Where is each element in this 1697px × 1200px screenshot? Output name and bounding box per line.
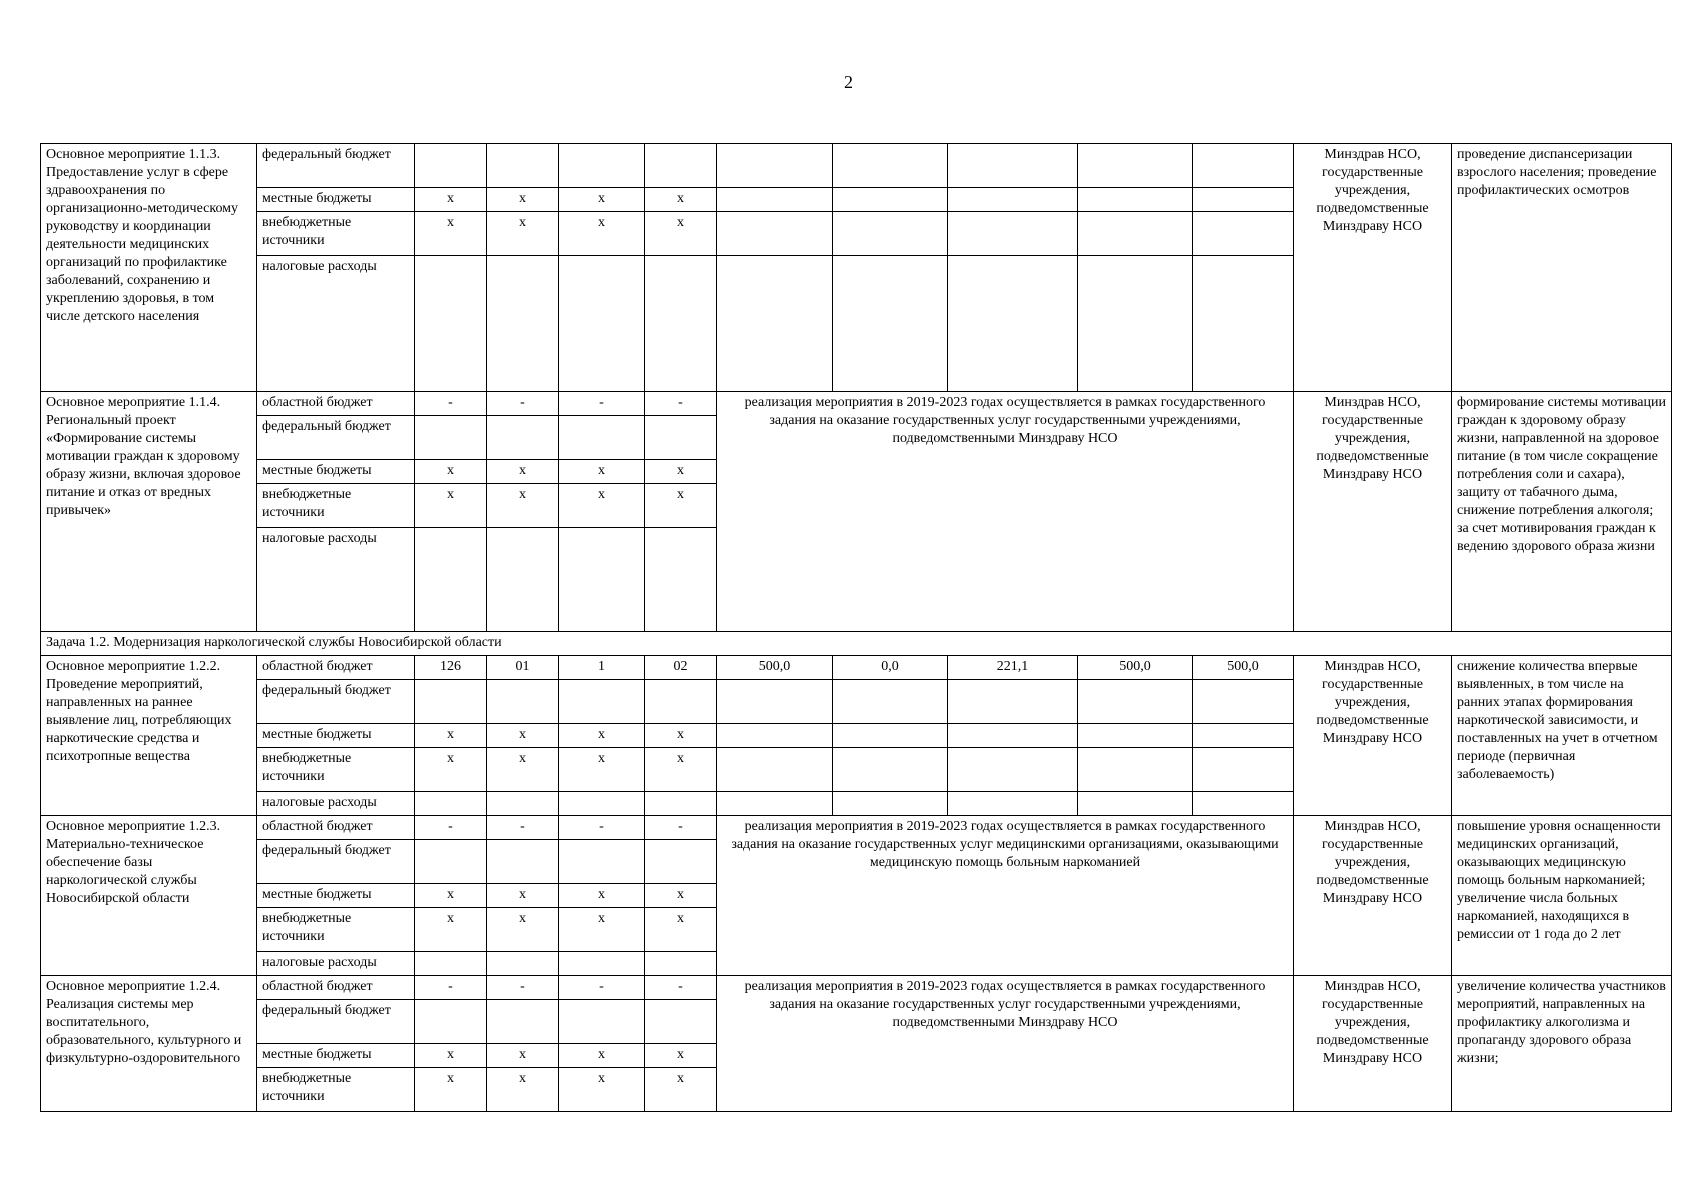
marker-cell: x (559, 884, 645, 908)
activity-name: Основное мероприятие 1.1.4. Региональный проект «Формирование системы мотивации граждан к здоровому образу жизни, включая здоровое питание и отказ от вредных привычек» (41, 392, 257, 632)
marker-cell: x (645, 460, 717, 484)
expected-result: повышение уровня оснащенности медицинских организаций, оказывающих медицинскую помощь больным наркоманией; увеличение числа больных наркоманией, находящихся в ремиссии от 1 года до 2 лет (1452, 816, 1672, 976)
source-label: местные бюджеты (257, 460, 415, 484)
code-cell: 02 (645, 656, 717, 680)
marker-cell: x (415, 460, 487, 484)
page-number: 2 (844, 72, 853, 92)
source-label: федеральный бюджет (257, 1000, 415, 1044)
marker-cell: - (487, 816, 559, 840)
marker-cell: x (645, 1044, 717, 1068)
marker-cell: x (559, 484, 645, 528)
marker-cell: x (415, 724, 487, 748)
value-cell: 500,0 (717, 656, 833, 680)
marker-cell: x (415, 748, 487, 792)
marker-cell: - (559, 392, 645, 416)
marker-cell: x (645, 908, 717, 952)
value-cell: 500,0 (1193, 656, 1294, 680)
marker-cell: - (645, 816, 717, 840)
marker-cell: x (559, 748, 645, 792)
marker-cell: x (487, 724, 559, 748)
source-label: внебюджетные источники (257, 908, 415, 952)
code-cell: 01 (487, 656, 559, 680)
executor: Минздрав НСО, государственные учреждения, подведомственные Минздраву НСО (1294, 816, 1452, 976)
marker-cell: - (559, 976, 645, 1000)
table-row (41, 392, 1672, 416)
source-label: внебюджетные источники (257, 748, 415, 792)
marker-cell: x (559, 460, 645, 484)
value-cell: 500,0 (1078, 656, 1193, 680)
value-cell: 221,1 (948, 656, 1078, 680)
table-row (41, 144, 1672, 188)
table-row (41, 632, 1672, 656)
marker-cell: - (487, 392, 559, 416)
value-cell: 0,0 (833, 656, 948, 680)
marker-cell: - (415, 976, 487, 1000)
source-label: местные бюджеты (257, 1044, 415, 1068)
marker-cell: - (645, 392, 717, 416)
code-cell: 1 (559, 656, 645, 680)
table-row (41, 976, 1672, 1000)
marker-cell: x (487, 908, 559, 952)
marker-cell: x (487, 1068, 559, 1112)
source-label: областной бюджет (257, 816, 415, 840)
marker-cell: x (559, 1068, 645, 1112)
marker-cell: x (645, 484, 717, 528)
activity-name: Основное мероприятие 1.2.2. Проведение мероприятий, направленных на раннее выявление лиц, потребляющих наркотические средства и психотропные вещества (41, 656, 257, 816)
marker-cell: x (645, 884, 717, 908)
executor: Минздрав НСО, государственные учреждения, подведомственные Минздраву НСО (1294, 144, 1452, 392)
source-label: федеральный бюджет (257, 680, 415, 724)
expected-result: формирование системы мотивации граждан к здоровому образу жизни, направленной на здоровое питание (в том числе сокращение потребления соли и сахара), защиту от табачного дыма, снижение потребления алкоголя; за счет мотивирования граждан к ведению здорового образа жизни (1452, 392, 1672, 632)
marker-cell: x (487, 1044, 559, 1068)
marker-cell: - (415, 816, 487, 840)
source-label: местные бюджеты (257, 188, 415, 212)
implementation-note: реализация мероприятия в 2019-2023 годах осуществляется в рамках государственного задания на оказание государственных услуг государственными учреждениями, подведомственными Минздраву НСО (717, 392, 1294, 632)
marker-cell: x (415, 1044, 487, 1068)
implementation-note: реализация мероприятия в 2019-2023 годах осуществляется в рамках государственного задания на оказание государственных услуг государственными учреждениями, подведомственными Минздраву НСО (717, 976, 1294, 1112)
marker-cell: x (559, 188, 645, 212)
source-label: внебюджетные источники (257, 484, 415, 528)
marker-cell: - (415, 392, 487, 416)
source-label: налоговые расходы (257, 256, 415, 392)
source-label: внебюджетные источники (257, 1068, 415, 1112)
source-label: налоговые расходы (257, 528, 415, 632)
marker-cell: x (487, 212, 559, 256)
table-row (41, 816, 1672, 840)
marker-cell: x (487, 460, 559, 484)
source-label: областной бюджет (257, 656, 415, 680)
marker-cell: x (559, 1044, 645, 1068)
marker-cell: x (415, 212, 487, 256)
marker-cell: - (645, 976, 717, 1000)
marker-cell: x (487, 188, 559, 212)
marker-cell: - (487, 976, 559, 1000)
program-table (40, 143, 1672, 1112)
marker-cell: x (415, 1068, 487, 1112)
marker-cell: x (645, 748, 717, 792)
marker-cell: x (645, 212, 717, 256)
source-label: областной бюджет (257, 976, 415, 1000)
expected-result: снижение количества впервые выявленных, в том числе на ранних этапах формирования наркотической зависимости, и поставленных на учет в отчетном периоде (первичная заболеваемость) (1452, 656, 1672, 816)
executor: Минздрав НСО, государственные учреждения, подведомственные Минздраву НСО (1294, 976, 1452, 1112)
marker-cell: x (645, 724, 717, 748)
executor: Минздрав НСО, государственные учреждения, подведомственные Минздраву НСО (1294, 656, 1452, 816)
activity-name: Основное мероприятие 1.1.3. Предоставление услуг в сфере здравоохранения по организационно-методическому руководству и координации деятельности медицинских организаций по профилактике заболеваний, сохранению и укреплению здоровья, в том числе детского населения (41, 144, 257, 392)
expected-result: проведение диспансеризации взрослого населения; проведение профилактических осмотров (1452, 144, 1672, 392)
marker-cell: x (487, 748, 559, 792)
source-label: внебюджетные источники (257, 212, 415, 256)
marker-cell: x (559, 908, 645, 952)
source-label: налоговые расходы (257, 792, 415, 816)
expected-result: увеличение количества участников мероприятий, направленных на профилактику алкоголизма и пропаганду здорового образа жизни; (1452, 976, 1672, 1112)
source-label: федеральный бюджет (257, 840, 415, 884)
marker-cell: x (415, 908, 487, 952)
executor: Минздрав НСО, государственные учреждения, подведомственные Минздраву НСО (1294, 392, 1452, 632)
activity-name: Основное мероприятие 1.2.3. Материально-техническое обеспечение базы наркологической службы Новосибирской области (41, 816, 257, 976)
marker-cell: x (415, 484, 487, 528)
marker-cell: x (645, 188, 717, 212)
marker-cell: x (415, 884, 487, 908)
source-label: областной бюджет (257, 392, 415, 416)
source-label: местные бюджеты (257, 724, 415, 748)
implementation-note: реализация мероприятия в 2019-2023 годах осуществляется в рамках государственного задания на оказание государственных услуг медицинскими организациями, оказывающими медицинскую помощь больным наркоманией (717, 816, 1294, 976)
marker-cell: x (559, 212, 645, 256)
task-heading: Задача 1.2. Модернизация наркологической службы Новосибирской области (41, 632, 1672, 656)
activity-name: Основное мероприятие 1.2.4. Реализация системы мер воспитательного, образовательного, культурного и физкультурно-оздоровительного (41, 976, 257, 1112)
marker-cell: x (487, 484, 559, 528)
marker-cell: x (645, 1068, 717, 1112)
marker-cell: x (559, 724, 645, 748)
source-label: федеральный бюджет (257, 416, 415, 460)
source-label: местные бюджеты (257, 884, 415, 908)
source-label: налоговые расходы (257, 952, 415, 976)
source-label: федеральный бюджет (257, 144, 415, 188)
marker-cell: x (415, 188, 487, 212)
marker-cell: - (559, 816, 645, 840)
code-cell: 126 (415, 656, 487, 680)
table-row (41, 656, 1672, 680)
marker-cell: x (487, 884, 559, 908)
